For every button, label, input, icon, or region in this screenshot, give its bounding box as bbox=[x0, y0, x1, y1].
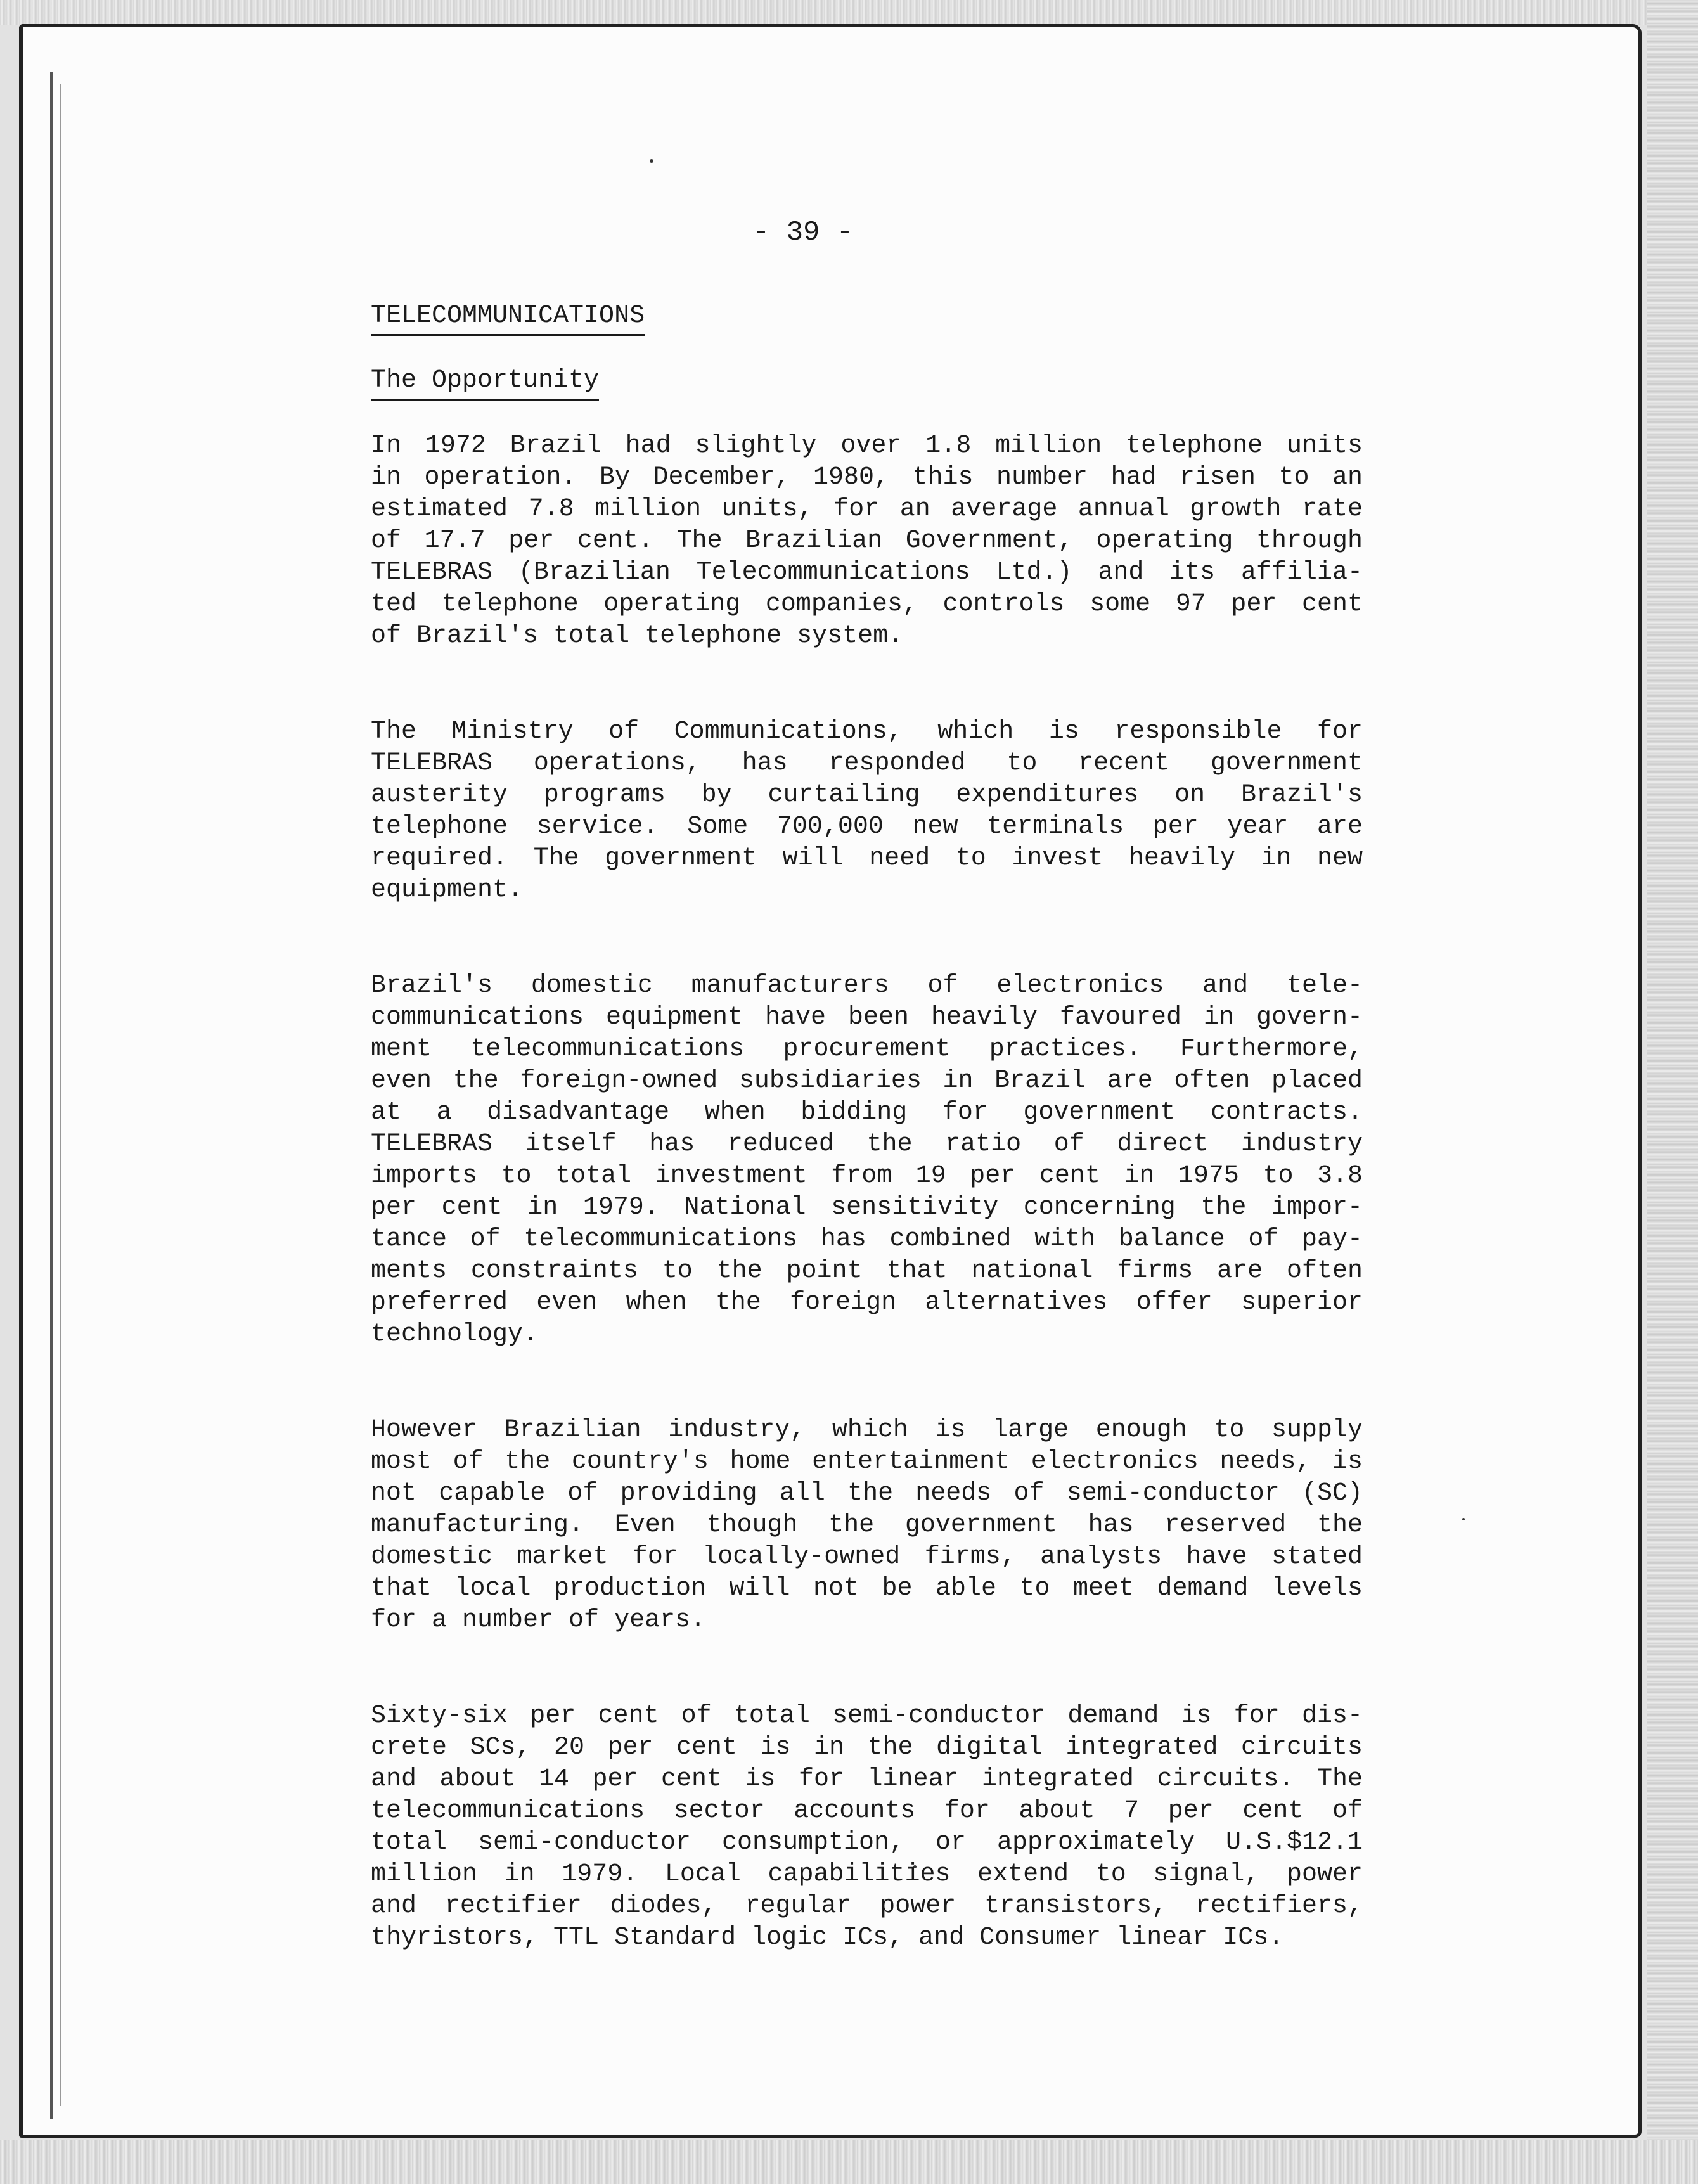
paragraph bbox=[371, 1700, 1363, 1954]
text-line: that local production will not be able to meet demand levels bbox=[371, 1574, 1363, 1603]
scan-edge-top bbox=[0, 0, 1698, 25]
text-line: Brazil's domestic manufacturers of electronics and tele- bbox=[371, 972, 1363, 1000]
text-line: most of the country's home entertainment electronics needs, is bbox=[371, 1448, 1363, 1476]
text-line: per cent in 1979. National sensitivity concerning the impor- bbox=[371, 1193, 1363, 1222]
text-line: and about 14 per cent is for linear integrated circuits. The bbox=[371, 1765, 1363, 1794]
text-line: of Brazil's total telephone system. bbox=[371, 622, 904, 650]
document-page bbox=[19, 24, 1642, 2138]
text-line: at a disadvantage when bidding for government contracts. bbox=[371, 1098, 1363, 1127]
text-line: TELEBRAS (Brazilian Telecommunications Ltd.) and its affilia- bbox=[371, 558, 1363, 587]
text-line: ment telecommunications procurement practices. Furthermore, bbox=[371, 1035, 1363, 1063]
text-line: total semi-conductor consumption, or approximately U.S.$12.1 bbox=[371, 1828, 1363, 1857]
text-line: preferred even when the foreign alternatives offer superior bbox=[371, 1288, 1363, 1317]
text-line: In 1972 Brazil had slightly over 1.8 million telephone units bbox=[371, 432, 1363, 460]
scan-speck bbox=[650, 159, 653, 163]
paragraph bbox=[371, 1415, 1363, 1636]
text-line: crete SCs, 20 per cent is in the digital integrated circuits bbox=[371, 1733, 1363, 1762]
text-line: equipment. bbox=[371, 876, 524, 904]
paragraph bbox=[371, 430, 1363, 652]
text-line: TELEBRAS operations, has responded to recent government bbox=[371, 749, 1363, 778]
text-line: technology. bbox=[371, 1320, 539, 1349]
page-number: - 39 - bbox=[752, 217, 854, 248]
text-line: required. The government will need to invest heavily in new bbox=[371, 844, 1363, 873]
paragraph bbox=[371, 716, 1363, 906]
body-text bbox=[371, 430, 1363, 2018]
text-line: TELEBRAS itself has reduced the ratio of direct industry bbox=[371, 1130, 1363, 1159]
text-line: for a number of years. bbox=[371, 1606, 706, 1635]
scan-edge-right bbox=[1647, 0, 1698, 2184]
section-title: TELECOMMUNICATIONS bbox=[371, 300, 645, 336]
text-line: million in 1979. Local capabilities extend to signal, power bbox=[371, 1860, 1363, 1889]
text-line: However Brazilian industry, which is large enough to supply bbox=[371, 1416, 1363, 1444]
text-line: of 17.7 per cent. The Brazilian Government, operating through bbox=[371, 527, 1363, 555]
scan-speck bbox=[1462, 1518, 1465, 1520]
text-line: even the foreign-owned subsidiaries in Brazil are often placed bbox=[371, 1067, 1363, 1095]
text-line: telephone service. Some 700,000 new terminals per year are bbox=[371, 813, 1363, 841]
text-line: not capable of providing all the needs of semi-conductor (SC) bbox=[371, 1479, 1363, 1508]
text-line: imports to total investment from 19 per cent in 1975 to 3.8 bbox=[371, 1162, 1363, 1190]
text-line: domestic market for locally-owned firms, analysts have stated bbox=[371, 1543, 1363, 1571]
text-line: manufacturing. Even though the government has reserved the bbox=[371, 1511, 1363, 1539]
text-line: Sixty-six per cent of total semi-conductor demand is for dis- bbox=[371, 1702, 1363, 1730]
text-line: ted telephone operating companies, controls some 97 per cent bbox=[371, 590, 1363, 619]
text-line: estimated 7.8 million units, for an average annual growth rate bbox=[371, 495, 1363, 524]
text-line: in operation. By December, 1980, this number had risen to an bbox=[371, 463, 1363, 492]
binding-line bbox=[50, 72, 53, 2119]
paragraph bbox=[371, 970, 1363, 1351]
text-line: and rectifier diodes, regular power transistors, rectifiers, bbox=[371, 1892, 1363, 1920]
text-line: thyristors, TTL Standard logic ICs, and Consumer linear ICs. bbox=[371, 1924, 1284, 1952]
text-line: tance of telecommunications has combined with balance of pay- bbox=[371, 1225, 1363, 1254]
binding-line-secondary bbox=[60, 84, 61, 2106]
text-line: ments constraints to the point that national firms are often bbox=[371, 1257, 1363, 1285]
scan-edge-bottom bbox=[0, 2140, 1698, 2184]
text-line: telecommunications sector accounts for about 7 per cent of bbox=[371, 1797, 1363, 1825]
subsection-title: The Opportunity bbox=[371, 364, 599, 401]
text-line: communications equipment have been heavily favoured in govern- bbox=[371, 1003, 1363, 1032]
text-line: The Ministry of Communications, which is responsible for bbox=[371, 717, 1363, 746]
text-line: austerity programs by curtailing expenditures on Brazil's bbox=[371, 781, 1363, 809]
